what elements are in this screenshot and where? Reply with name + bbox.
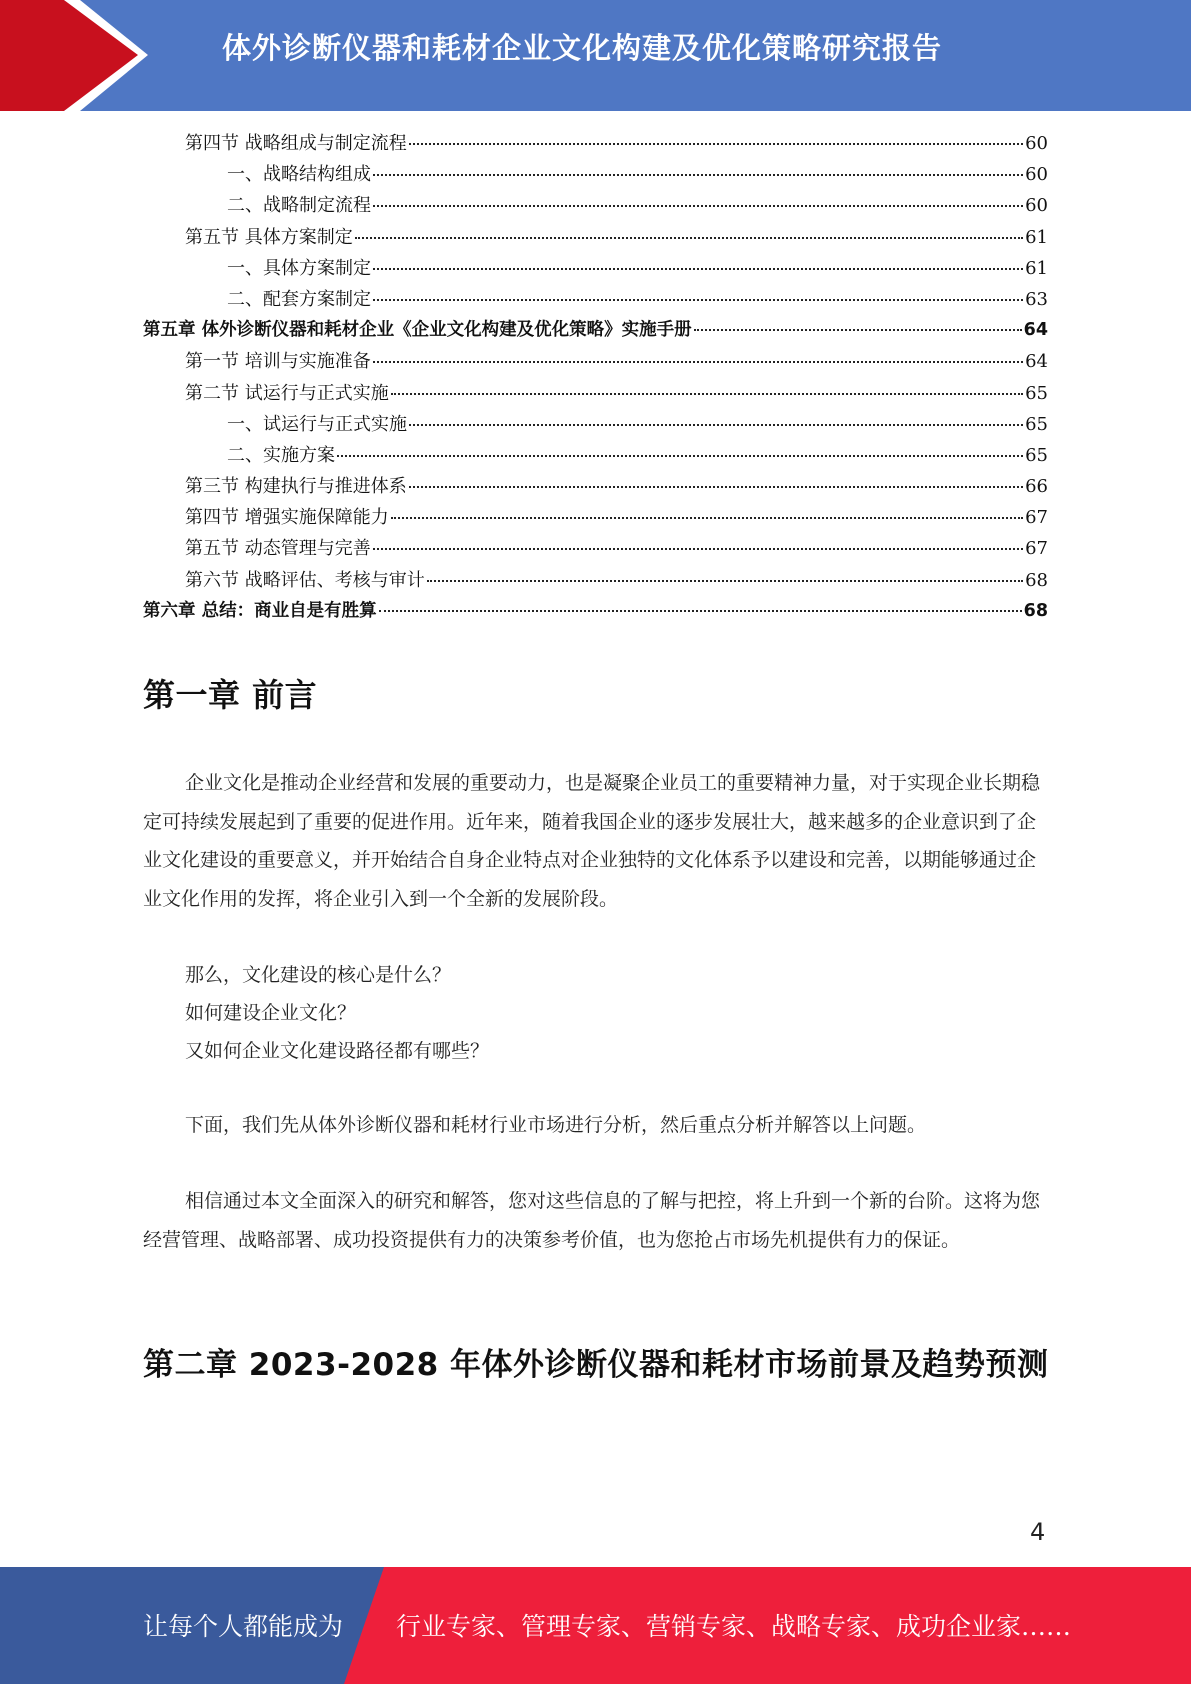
toc-entry-title: 第五节 动态管理与完善 — [185, 538, 371, 560]
question-line-1: 那么，文化建设的核心是什么？ — [185, 964, 452, 986]
toc-dot-leader — [355, 237, 1023, 239]
toc-dot-leader — [373, 299, 1023, 301]
toc-dot-leader — [409, 424, 1023, 426]
toc-entry-title: 二、配套方案制定 — [227, 288, 371, 310]
toc-chapter-entry[interactable] — [143, 597, 1048, 628]
conclusion-paragraph: 相信通过本文全面深入的研究和解答，您对这些信息的了解与把控，将上升到一个新的台阶。这将为您经营管理、战略部署、成功投资提供有力的决策参考价值，也为您抢占市场先机提供有力的保证。 — [143, 1190, 1041, 1251]
question-line-2: 如何建设企业文化？ — [185, 1002, 357, 1024]
page-footer — [0, 1567, 1191, 1684]
toc-page-number: 63 — [1025, 288, 1048, 310]
toc-dot-leader — [373, 548, 1023, 550]
chapter2-heading: 第二章 2023-2028 年体外诊断仪器和耗材市场前景及趋势预测 — [143, 1347, 1049, 1383]
toc-entry[interactable] — [143, 285, 1048, 316]
toc-entry[interactable] — [143, 472, 1048, 503]
toc-entry-title: 第五章 体外诊断仪器和耗材企业《企业文化构建及优化策略》实施手册 — [143, 320, 692, 341]
toc-page-number: 66 — [1025, 476, 1048, 498]
toc-entry-title: 第一节 培训与实施准备 — [185, 351, 371, 373]
toc-entry[interactable] — [143, 223, 1048, 254]
toc-entry-title: 第三节 构建执行与推进体系 — [185, 476, 407, 498]
toc-chapter-entry[interactable] — [143, 316, 1048, 347]
toc-entry[interactable] — [143, 191, 1048, 222]
intro-paragraph: 企业文化是推动企业经营和发展的重要动力，也是凝聚企业员工的重要精神力量，对于实现企业长期稳定可持续发展起到了重要的促进作用。近年来，随着我国企业的逐步发展壮大，越来越多的企业意识到了企业文化建设的重要意义，并开始结合自身企业特点对企业独特的文化体系予以建设和完善，以期能够通过企业文化作用的发挥，将企业引入到一个全新的发展阶段。 — [143, 772, 1041, 910]
toc-dot-leader — [427, 580, 1023, 582]
question-line-3: 又如何企业文化建设路径都有哪些？ — [185, 1040, 490, 1062]
header-arrow-decoration — [0, 0, 160, 111]
toc-page-number: 65 — [1025, 413, 1048, 435]
toc-entry[interactable] — [143, 129, 1048, 160]
toc-page-number: 60 — [1025, 133, 1048, 154]
toc-dot-leader — [373, 205, 1023, 207]
page-header — [0, 0, 1191, 111]
toc-entry-title: 二、实施方案 — [227, 444, 335, 466]
header-title: 体外诊断仪器和耗材企业文化构建及优化策略研究报告 — [222, 31, 943, 65]
toc-page-number: 67 — [1025, 538, 1048, 560]
footer-slogan-right: 行业专家、管理专家、营销专家、战略专家、成功企业家…… — [396, 1612, 1072, 1641]
toc-entry[interactable] — [143, 379, 1048, 410]
page-number: 4 — [1030, 1518, 1046, 1546]
footer-slogan-left: 让每个人都能成为 — [143, 1612, 344, 1641]
toc-dot-leader — [373, 174, 1023, 176]
toc-dot-leader — [337, 455, 1023, 457]
toc-entry-title: 第五节 具体方案制定 — [185, 226, 353, 248]
toc-page-number: 65 — [1025, 444, 1048, 466]
toc-page-number: 68 — [1023, 600, 1048, 621]
toc-page-number: 68 — [1025, 569, 1048, 591]
toc-page-number: 60 — [1025, 164, 1048, 186]
toc-page-number: 65 — [1025, 382, 1048, 404]
toc-entry-title: 第四节 增强实施保障能力 — [185, 507, 389, 529]
toc-entry-title: 第六节 战略评估、考核与审计 — [185, 569, 425, 591]
toc-page-number: 64 — [1023, 320, 1048, 341]
toc-entry[interactable] — [143, 347, 1048, 378]
toc-page-number: 61 — [1025, 257, 1048, 279]
toc-entry[interactable] — [143, 534, 1048, 565]
toc-entry[interactable] — [143, 254, 1048, 285]
table-of-contents — [143, 129, 1048, 628]
toc-entry-title: 第六章 总结：商业自是有胜算 — [143, 600, 377, 621]
toc-page-number: 61 — [1025, 226, 1048, 248]
toc-entry-title: 第四节 战略组成与制定流程 — [185, 133, 407, 154]
toc-entry-title: 一、具体方案制定 — [227, 257, 371, 279]
toc-entry[interactable] — [143, 441, 1048, 472]
toc-entry-title: 一、战略结构组成 — [227, 164, 371, 186]
toc-entry[interactable] — [143, 410, 1048, 441]
toc-dot-leader — [373, 361, 1023, 363]
toc-dot-leader — [694, 329, 1022, 331]
toc-entry[interactable] — [143, 160, 1048, 191]
toc-dot-leader — [391, 517, 1023, 519]
toc-dot-leader — [373, 268, 1023, 270]
toc-dot-leader — [409, 143, 1023, 145]
toc-dot-leader — [391, 393, 1023, 395]
toc-page-number: 64 — [1025, 351, 1048, 373]
toc-page-number: 60 — [1025, 195, 1048, 217]
toc-dot-leader — [409, 486, 1023, 488]
chapter1-heading: 第一章 前言 — [143, 676, 318, 714]
toc-entry-title: 一、试运行与正式实施 — [227, 413, 407, 435]
toc-entry-title: 第二节 试运行与正式实施 — [185, 382, 389, 404]
toc-entry-title: 二、战略制定流程 — [227, 195, 371, 217]
toc-entry[interactable] — [143, 503, 1048, 534]
toc-page-number: 67 — [1025, 507, 1048, 529]
analysis-paragraph: 下面，我们先从体外诊断仪器和耗材行业市场进行分析，然后重点分析并解答以上问题。 — [185, 1114, 927, 1136]
toc-dot-leader — [379, 610, 1022, 612]
toc-entry[interactable] — [143, 566, 1048, 597]
